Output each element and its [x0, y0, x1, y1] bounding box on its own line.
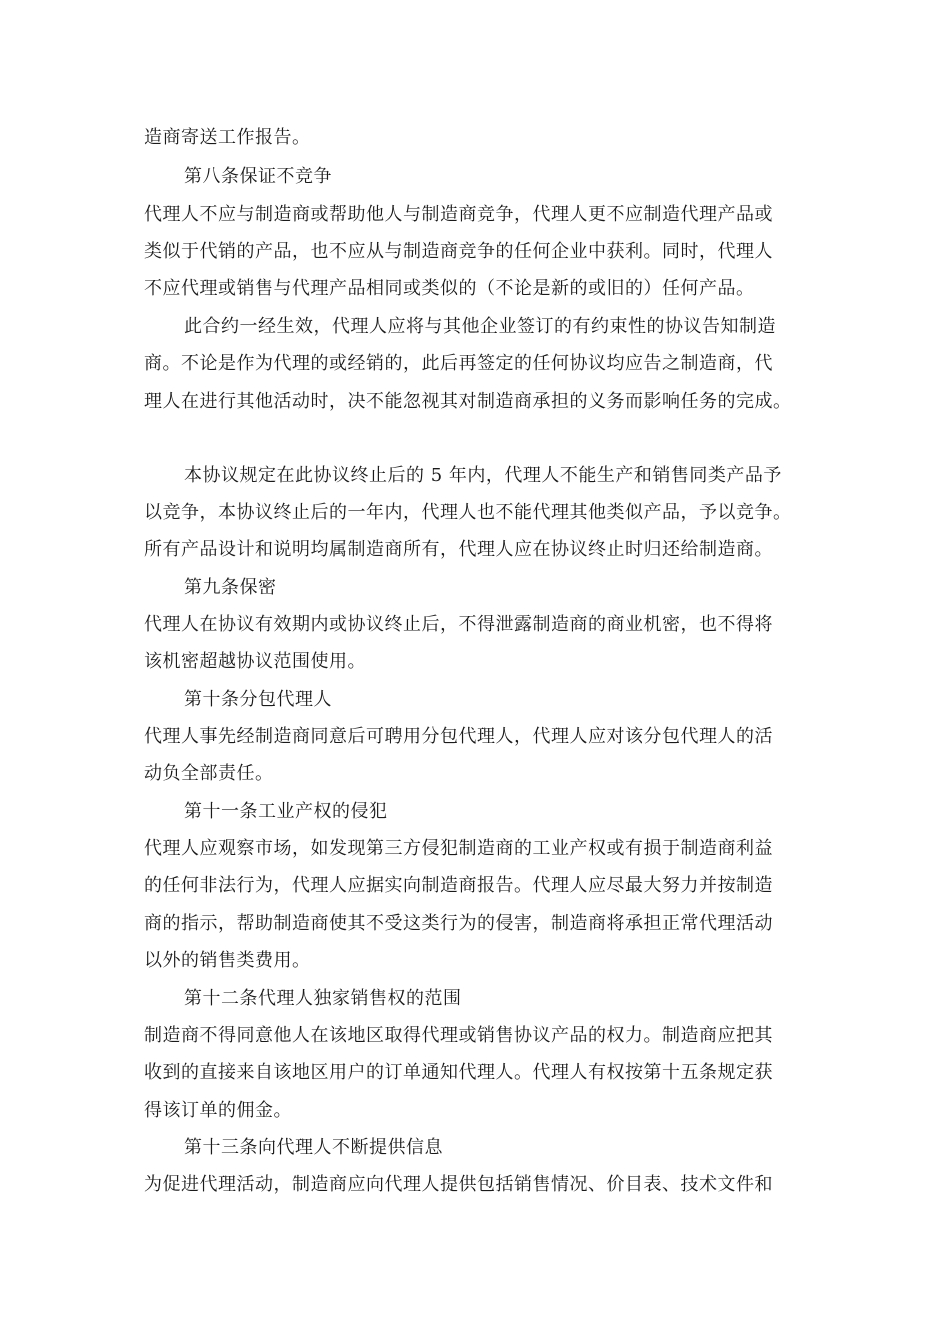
paragraph-line: 造商寄送工作报告。 [144, 127, 311, 148]
paragraph-line: 以竞争，本协议终止后的一年内，代理人也不能代理其他类似产品，予以竞争。 [144, 502, 792, 523]
paragraph-line: 动负全部责任。 [144, 763, 274, 784]
paragraph-line: 得该订单的佣金。 [144, 1100, 292, 1121]
paragraph-line: 商的指示，帮助制造商使其不受这类行为的侵害，制造商将承担正常代理活动 [144, 913, 773, 934]
paragraph-line: 的任何非法行为，代理人应据实向制造商报告。代理人应尽最大努力并按制造 [144, 875, 773, 896]
paragraph-line: 此合约一经生效，代理人应将与其他企业签订的有约束性的协议告知制造 [184, 316, 776, 337]
paragraph-line: 为促进代理活动，制造商应向代理人提供包括销售情况、价目表、技术文件和 [144, 1174, 773, 1195]
paragraph-line: 类似于代销的产品，也不应从与制造商竞争的任何企业中获利。同时，代理人 [144, 241, 773, 262]
paragraph-line: 该机密超越协议范围使用。 [144, 651, 366, 672]
paragraph-line: 代理人不应与制造商或帮助他人与制造商竞争，代理人更不应制造代理产品或 [144, 204, 773, 225]
section-heading-article-9: 第九条保密 [184, 577, 277, 598]
paragraph-line: 代理人在协议有效期内或协议终止后，不得泄露制造商的商业机密，也不得将 [144, 614, 773, 635]
paragraph-line: 代理人应观察市场，如发现第三方侵犯制造商的工业产权或有损于制造商利益 [144, 838, 773, 859]
paragraph-line: 代理人事先经制造商同意后可聘用分包代理人，代理人应对该分包代理人的活 [144, 726, 773, 747]
section-heading-article-8: 第八条保证不竞争 [184, 166, 332, 187]
paragraph-line: 理人在进行其他活动时，决不能忽视其对制造商承担的义务而影响任务的完成。 [144, 391, 792, 412]
paragraph-line: 商。不论是作为代理的或经销的，此后再签定的任何协议均应告之制造商，代 [144, 353, 773, 374]
paragraph-line: 以外的销售类费用。 [144, 950, 311, 971]
paragraph-line: 制造商不得同意他人在该地区取得代理或销售协议产品的权力。制造商应把其 [144, 1025, 773, 1046]
section-heading-article-12: 第十二条代理人独家销售权的范围 [184, 988, 462, 1009]
section-heading-article-11: 第十一条工业产权的侵犯 [184, 801, 388, 822]
section-heading-article-10: 第十条分包代理人 [184, 689, 332, 710]
section-heading-article-13: 第十三条向代理人不断提供信息 [184, 1137, 443, 1158]
paragraph-line: 本协议规定在此协议终止后的 5 年内，代理人不能生产和销售同类产品予 [184, 465, 782, 486]
paragraph-line: 所有产品设计和说明均属制造商所有，代理人应在协议终止时归还给制造商。 [144, 539, 773, 560]
paragraph-line: 收到的直接来自该地区用户的订单通知代理人。代理人有权按第十五条规定获 [144, 1062, 773, 1083]
paragraph-line: 不应代理或销售与代理产品相同或类似的（不论是新的或旧的）任何产品。 [144, 278, 755, 299]
